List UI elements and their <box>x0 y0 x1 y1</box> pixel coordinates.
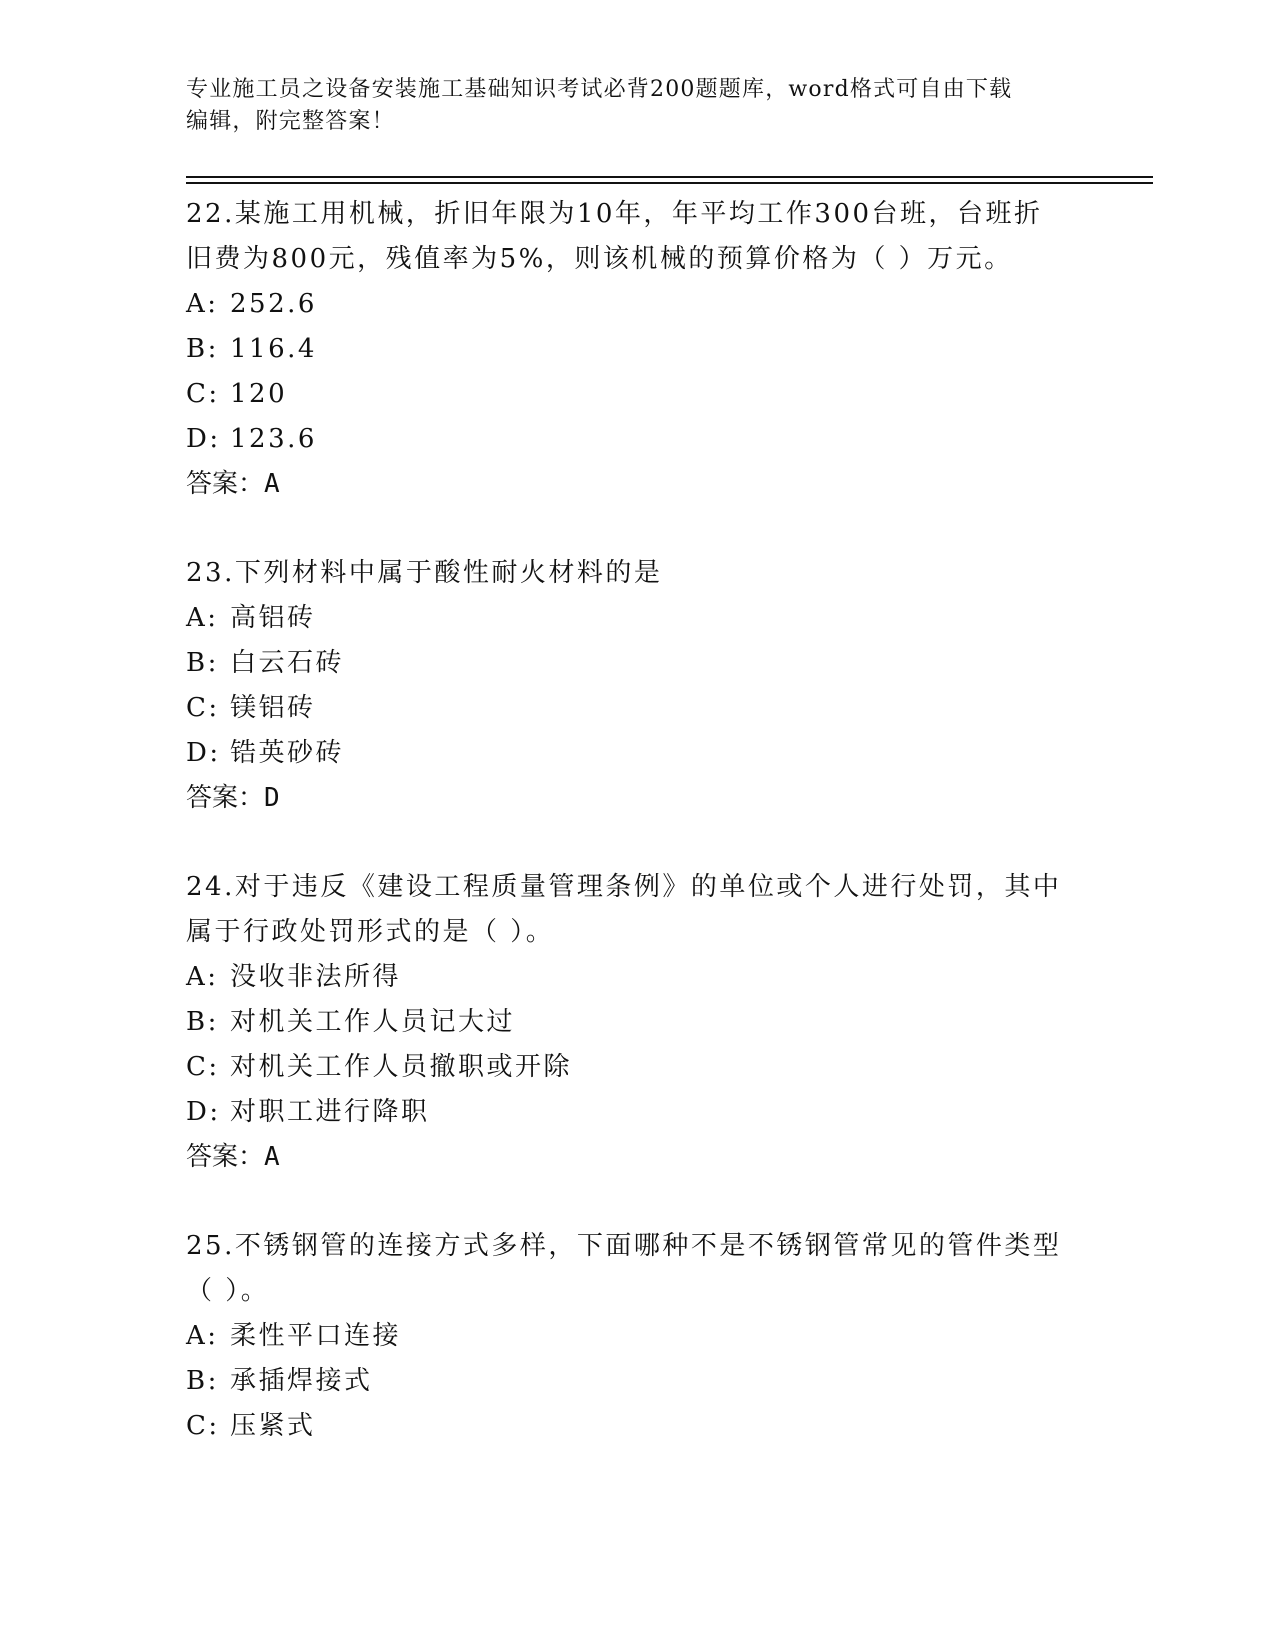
answer-line <box>186 776 1086 821</box>
option-letter: A: <box>186 603 219 633</box>
option-letter: A: <box>186 289 219 319</box>
option-text: 116.4 <box>230 334 317 364</box>
question-item <box>186 865 1086 1180</box>
option-letter: D: <box>186 424 221 454</box>
option-text: 对职工进行降职 <box>230 1097 430 1127</box>
answer-value: A <box>264 1142 280 1172</box>
answer-option <box>186 1404 1086 1449</box>
option-text: 对机关工作人员记大过 <box>230 1007 516 1037</box>
option-letter: A: <box>186 962 219 992</box>
option-letter: B: <box>186 648 219 678</box>
option-text: 252.6 <box>230 289 317 319</box>
header-divider-bottom <box>186 182 1153 184</box>
answer-value: D <box>264 783 280 813</box>
header-line-2: 编辑，附完整答案！ <box>186 109 395 134</box>
answer-option <box>186 417 1086 462</box>
option-text: 120 <box>230 379 288 409</box>
answer-option <box>186 1045 1086 1090</box>
answer-option <box>186 731 1086 776</box>
answer-option <box>186 372 1086 417</box>
option-text: 对机关工作人员撤职或开除 <box>230 1052 573 1082</box>
question-stem-line: 22.某施工用机械，折旧年限为10年，年平均工作300台班，台班折 <box>186 199 1043 229</box>
header-divider-top <box>186 176 1153 178</box>
option-letter: B: <box>186 1007 219 1037</box>
question-item <box>186 192 1086 507</box>
answer-option <box>186 327 1086 372</box>
document-header <box>186 74 1086 138</box>
option-letter: C: <box>186 693 220 723</box>
answer-label: 答案： <box>186 469 265 499</box>
option-text: 白云石砖 <box>230 648 345 678</box>
answer-option <box>186 282 1086 327</box>
question-list <box>186 192 1086 1493</box>
option-text: 123.6 <box>230 424 317 454</box>
answer-option <box>186 641 1086 686</box>
option-text: 锆英砂砖 <box>230 738 345 768</box>
option-text: 没收非法所得 <box>230 962 402 992</box>
option-letter: D: <box>186 1097 221 1127</box>
question-item <box>186 1224 1086 1449</box>
answer-option <box>186 596 1086 641</box>
answer-value: A <box>264 469 280 499</box>
option-letter: A: <box>186 1321 219 1351</box>
answer-option <box>186 1090 1086 1135</box>
option-text: 承插焊接式 <box>230 1366 373 1396</box>
answer-line <box>186 462 1086 507</box>
answer-option <box>186 686 1086 731</box>
question-stem-line: 23.下列材料中属于酸性耐火材料的是 <box>186 558 663 588</box>
answer-option <box>186 1359 1086 1404</box>
question-stem-line: 24.对于违反《建设工程质量管理条例》的单位或个人进行处罚，其中 <box>186 872 1062 902</box>
answer-option <box>186 1000 1086 1045</box>
option-letter: C: <box>186 379 220 409</box>
question-stem-line: 属于行政处罚形式的是（ ）。 <box>186 917 555 947</box>
option-text: 柔性平口连接 <box>230 1321 402 1351</box>
option-letter: B: <box>186 334 219 364</box>
option-letter: C: <box>186 1052 220 1082</box>
answer-option <box>186 955 1086 1000</box>
option-text: 高铝砖 <box>230 603 316 633</box>
option-letter: C: <box>186 1411 220 1441</box>
question-item <box>186 551 1086 821</box>
option-text: 镁铝砖 <box>230 693 316 723</box>
option-text: 压紧式 <box>230 1411 316 1441</box>
answer-label: 答案： <box>186 783 265 813</box>
header-line-1: 专业施工员之设备安装施工基础知识考试必背200题题库，word格式可自由下载 <box>186 77 1013 102</box>
option-letter: D: <box>186 738 221 768</box>
question-stem-line: （ ）。 <box>186 1276 270 1306</box>
answer-line <box>186 1135 1086 1180</box>
question-stem-line: 旧费为800元，残值率为5%，则该机械的预算价格为（ ）万元。 <box>186 244 1013 274</box>
answer-label: 答案： <box>186 1142 265 1172</box>
answer-option <box>186 1314 1086 1359</box>
question-stem-line: 25.不锈钢管的连接方式多样，下面哪种不是不锈钢管常见的管件类型 <box>186 1231 1062 1261</box>
option-letter: B: <box>186 1366 219 1396</box>
